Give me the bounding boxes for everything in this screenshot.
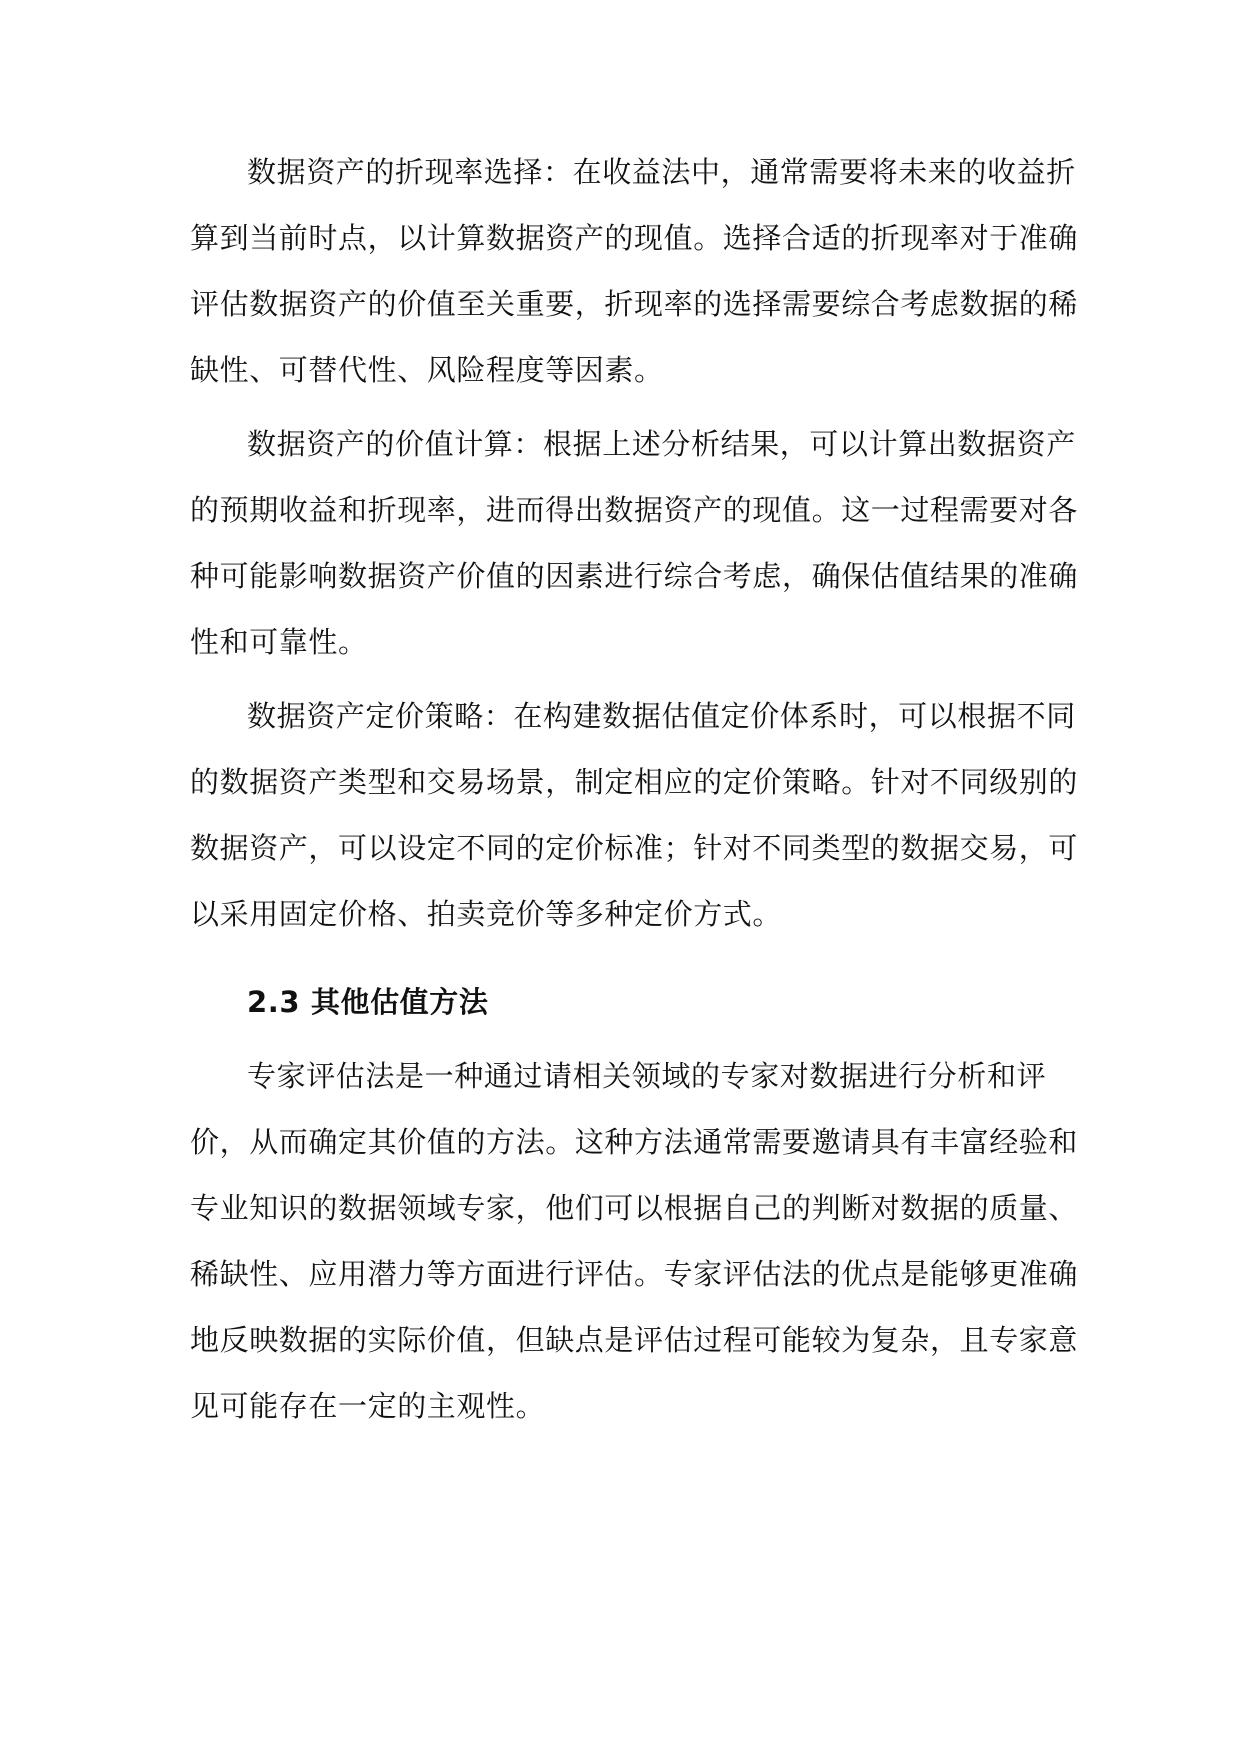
paragraph-line: 地反映数据的实际价值，但缺点是评估过程可能较为复杂，且专家意	[190, 1323, 1079, 1357]
paragraph-line: 缺性、可替代性、风险程度等因素。	[190, 353, 664, 387]
paragraph-line: 见可能存在一定的主观性。	[190, 1389, 546, 1423]
paragraph-line: 评估数据资产的价值至关重要，折现率的选择需要综合考虑数据的稀	[190, 287, 1079, 321]
paragraph-line: 稀缺性、应用潜力等方面进行评估。专家评估法的优点是能够更准确	[190, 1257, 1079, 1291]
paragraph-line: 的预期收益和折现率，进而得出数据资产的现值。这一过程需要对各	[190, 493, 1079, 527]
paragraph-line: 数据资产，可以设定不同的定价标准；针对不同类型的数据交易，可	[190, 831, 1079, 865]
paragraph-line: 以采用固定价格、拍卖竞价等多种定价方式。	[190, 897, 783, 931]
paragraph-line: 数据资产的折现率选择：在收益法中，通常需要将未来的收益折	[247, 155, 1076, 189]
paragraph-line: 专业知识的数据领域专家，他们可以根据自己的判断对数据的质量、	[190, 1191, 1079, 1225]
paragraph-line: 数据资产的价值计算：根据上述分析结果，可以计算出数据资产	[247, 427, 1076, 461]
paragraph-line: 的数据资产类型和交易场景，制定相应的定价策略。针对不同级别的	[190, 765, 1079, 799]
section-heading: 2.3 其他估值方法	[247, 985, 489, 1019]
paragraph-line: 算到当前时点，以计算数据资产的现值。选择合适的折现率对于准确	[190, 221, 1079, 255]
paragraph-line: 价，从而确定其价值的方法。这种方法通常需要邀请具有丰富经验和	[190, 1125, 1079, 1159]
paragraph-line: 种可能影响数据资产价值的因素进行综合考虑，确保估值结果的准确	[190, 559, 1079, 593]
paragraph-line: 专家评估法是一种通过请相关领域的专家对数据进行分析和评	[247, 1059, 1047, 1093]
paragraph-line: 性和可靠性。	[190, 625, 368, 659]
paragraph-line: 数据资产定价策略：在构建数据估值定价体系时，可以根据不同	[247, 699, 1076, 733]
